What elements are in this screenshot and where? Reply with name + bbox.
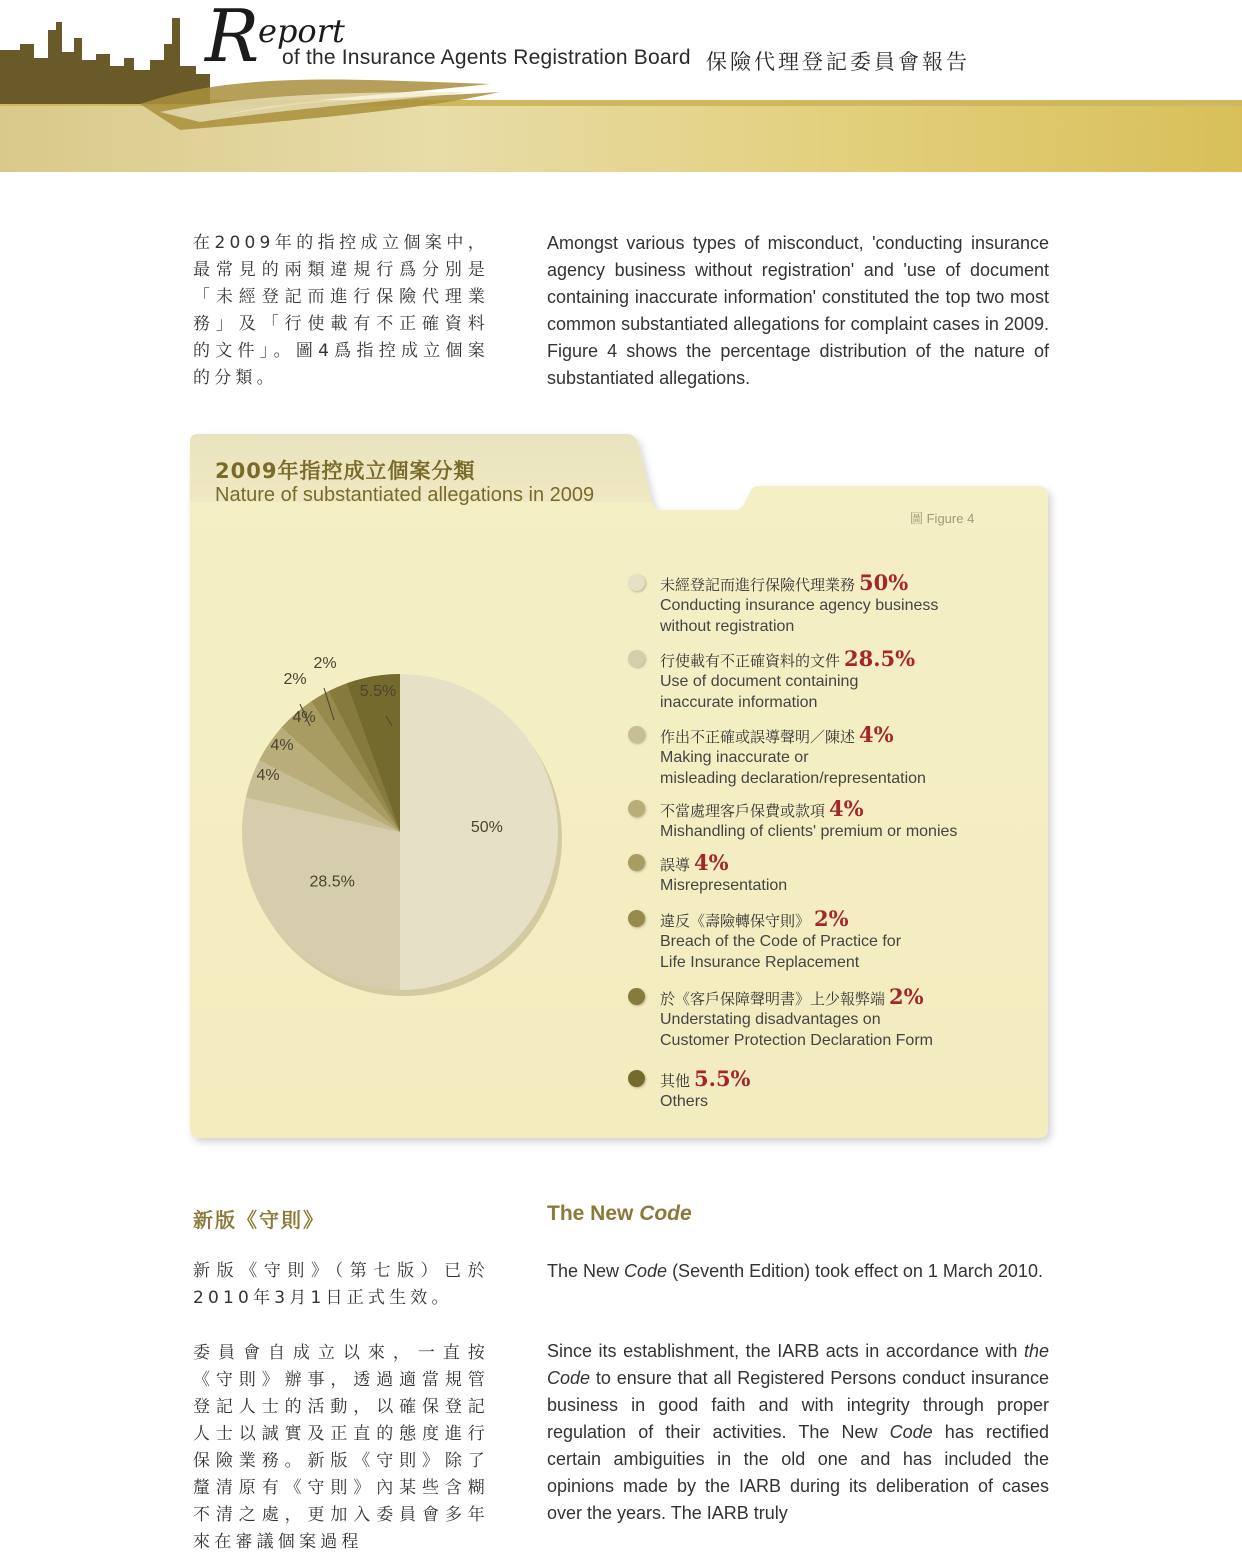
legend-label-zh-text: 不當處理客戶保費或款項 — [660, 802, 826, 820]
header-banner-graphic — [0, 0, 1242, 172]
figure-4-panel — [190, 432, 1056, 1144]
legend-percentage: 2% — [889, 984, 924, 1009]
legend-percentage: 2% — [814, 906, 849, 931]
legend-swatch — [628, 574, 645, 591]
legend-label-en-line-1: Misrepresentation — [660, 877, 788, 894]
legend-label-en-line-1: Mishandling of clients' premium or monies — [660, 823, 958, 840]
legend-swatch — [628, 910, 645, 927]
legend-label-zh-text: 違反《壽險轉保守則》 — [660, 912, 811, 930]
p1-part-a: The New — [547, 1261, 625, 1281]
p2-part-c: to ensure that all Registered Persons conduct insurance business in good faith and with integrity through proper regulation of their activities. The New — [547, 1368, 1049, 1442]
p2-part-a: Since its establishment, the IARB acts in accordance with — [547, 1341, 1024, 1361]
legend-label-en — [660, 595, 938, 637]
pie-label-1: 28.5% — [309, 873, 355, 891]
legend-swatch — [628, 650, 645, 667]
legend-swatch — [628, 1070, 645, 1087]
p2-part-e: has rectified certain ambiguities in the old one and has included the opinions made by the IARB during its deliberation of cases over the years. The IARB truly — [547, 1422, 1049, 1523]
legend-label-en — [660, 1091, 708, 1112]
pie-chart — [250, 655, 580, 1004]
report-subtitle: of the Insurance Agents Registration Board — [282, 46, 691, 69]
legend-swatch — [628, 800, 645, 817]
report-subtitle-zh: 保險代理登記委員會報告 — [706, 50, 970, 74]
legend-label-zh-text: 其他 — [660, 1072, 691, 1090]
legend-label-en-line-1: Understating disadvantages on — [660, 1011, 881, 1028]
p2-part-d: Code — [889, 1422, 933, 1442]
p2-part-b: the Code — [547, 1341, 1049, 1388]
section-heading-en — [547, 1202, 692, 1226]
legend-label-en-line-2: without registration — [660, 618, 795, 635]
brand-word: eport — [258, 12, 345, 50]
figure-label: 圖 Figure 4 — [910, 511, 975, 526]
legend-label-en-line-2: misleading declaration/representation — [660, 770, 926, 787]
pie-label-2: 4% — [292, 709, 316, 726]
legend-label-en-line-1: Breach of the Code of Practice for — [660, 933, 902, 950]
legend-label-en — [660, 1009, 933, 1051]
legend-label-zh — [660, 570, 908, 595]
legend-label-zh — [660, 1066, 751, 1091]
chart-title-en: Nature of substantiated allegations in 2009 — [215, 484, 595, 506]
legend-label-zh — [660, 646, 915, 671]
legend-label-zh — [660, 796, 864, 821]
legend-label-en-line-2: inaccurate information — [660, 694, 818, 711]
intro-paragraph-en: Amongst various types of misconduct, 'conducting insurance agency business without registration' and 'use of document containing inaccurate information' constituted the top two most common substantiated allegations for complaint cases in 2009. Figure 4 shows the percentage distribution of the nature of substantiated allegations. — [547, 233, 1049, 388]
new-code-paragraph-2-zh: 委員會自成立以來，一直按《守則》辦事，透過適當規管登記人士的活動，以確保登記人士以誠實及正直的態度進行保險業務。新版《守則》除了釐清原有《守則》內某些含糊不清之處，更加入委員會多年來在審議個案過程 — [193, 1343, 489, 1552]
legend-swatch — [628, 726, 645, 743]
legend-label-zh — [660, 906, 849, 931]
legend-swatch — [628, 854, 645, 871]
legend-percentage: 5.5% — [694, 1066, 751, 1091]
intro-paragraph-zh: 在2009年的指控成立個案中，最常見的兩類違規行爲分別是「未經登記而進行保險代理業務」及「行使載有不正確資料的文件」。圖4爲指控成立個案的分類。 — [193, 233, 489, 388]
legend-label-en-line-1: Others — [660, 1093, 709, 1110]
legend-label-zh-text: 於《客戶保障聲明書》上少報弊端 — [660, 990, 886, 1008]
legend-label-en — [660, 875, 787, 896]
legend-percentage: 28.5% — [844, 646, 916, 671]
legend-label-en — [660, 931, 901, 973]
pie-label-4: 4% — [256, 767, 280, 784]
pie-label-5: 2% — [283, 671, 307, 688]
legend-label-zh-text: 未經登記而進行保險代理業務 — [660, 576, 856, 594]
legend-label-zh-text: 行使載有不正確資料的文件 — [660, 652, 841, 670]
legend-label-zh — [660, 722, 894, 747]
new-code-paragraph-1-zh: 新版《守則》（第七版）已於2010年3月1日正式生效。 — [193, 1261, 489, 1308]
legend-label-en-line-1: Use of document containing — [660, 673, 859, 690]
legend-swatch — [628, 988, 645, 1005]
chart-title-zh: 2009年指控成立個案分類 — [215, 459, 476, 483]
legend-percentage: 4% — [829, 796, 864, 821]
section-heading-zh: 新版《守則》 — [193, 1208, 325, 1232]
legend-label-zh-text: 作出不正確或誤導聲明／陳述 — [660, 728, 856, 746]
section-heading-italic: Code — [639, 1202, 692, 1225]
legend-label-en-line-2: Life Insurance Replacement — [660, 954, 860, 971]
legend-percentage: 4% — [859, 722, 894, 747]
pie-label-6: 2% — [313, 655, 337, 672]
legend-label-en-line-1: Conducting insurance agency business — [660, 597, 939, 614]
legend-percentage: 50% — [859, 570, 909, 595]
legend-label-zh — [660, 984, 924, 1009]
legend-label-zh-text: 誤導 — [660, 856, 691, 874]
pie-label-0: 50% — [470, 819, 503, 836]
new-code-paragraph-2-en — [547, 1338, 1049, 1527]
legend-label-en — [660, 747, 926, 789]
brand-initial: R — [205, 0, 260, 78]
new-code-paragraph-1-en — [547, 1258, 1049, 1285]
pie-label-7: 5.5% — [359, 683, 397, 700]
legend-label-en-line-2: Customer Protection Declaration Form — [660, 1032, 933, 1049]
legend-label-en — [660, 671, 858, 713]
pie-label-3: 4% — [270, 737, 294, 754]
section-heading-prefix: The New — [547, 1202, 640, 1225]
page-header — [0, 0, 1242, 172]
legend-percentage: 4% — [694, 850, 729, 875]
legend-label-en-line-1: Making inaccurate or — [660, 749, 809, 766]
legend-label-zh — [660, 850, 729, 875]
legend-label-en — [660, 821, 957, 842]
p1-part-b: Code — [624, 1261, 668, 1281]
p1-part-c: (Seventh Edition) took effect on 1 March 2010. — [667, 1261, 1043, 1281]
